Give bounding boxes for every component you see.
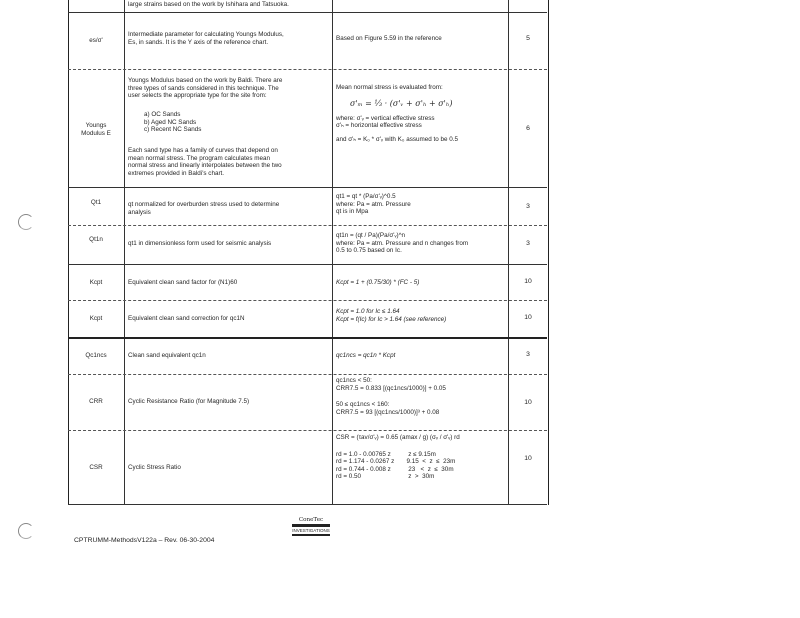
mean-stress-formula: σ'ₘ = ⅓ · (σ'ᵥ + σ'ₕ + σ'ₕ) (350, 98, 453, 108)
csr-description: Cyclic Stress Ratio (128, 464, 181, 471)
csr-equation: CSR = (τav/σ'ᵥ) = 0.65 (amax / g) (σᵥ / σ'ᵥ) rd rd = 1.0 - 0.00765 z z ≤ 9.15m rd = 1.174 - 0.0267 z 9.15 < z ≤ 23m rd = 0.744 - 0.008 z 23 < z ≤ 30m rd = 0.50 z > 30m (336, 434, 460, 481)
company-logo (290, 517, 332, 537)
ref-youngs: 6 (526, 125, 530, 132)
row-rule (68, 337, 547, 339)
qt1-equation: qt1 = qt * (Pa/σ'ᵥ)^0.5 where: Pa = atm. Pressure qt is in Mpa (336, 193, 411, 216)
row-rule (68, 300, 547, 301)
row-rule (68, 374, 547, 375)
param-crr: CRR (89, 398, 103, 405)
kcpt-description: Equivalent clean sand factor for (N1)60 (128, 279, 238, 286)
row-rule (68, 69, 547, 70)
kcpt-correction-description: Equivalent clean sand correction for qc1N (128, 315, 245, 322)
qt1n-equation: qt1n = (qt / Pa)(Pa/σ'ᵥ)^n where: Pa = atm. Pressure and n changes from 0.5 to 0.75 based on Ic. (336, 232, 469, 255)
logo-wordmark: ConeTec (298, 517, 324, 523)
row-rule (68, 504, 547, 505)
logo-subtitle: INVESTIGATIONS (292, 528, 330, 533)
kcpt-correction-equation: Kcpt = 1.0 for Ic ≤ 1.64 Kcpt = f(Ic) for Ic > 1.64 (see reference) (336, 308, 447, 323)
youngs-description-2: Each sand type has a family of curves that depend on mean normal stress. The program calculates mean normal stress and linearly interpolates between the two extremes provided in Baldi's chart. (128, 147, 282, 177)
param-csr: CSR (89, 464, 103, 471)
row-rule (68, 264, 547, 265)
ref-kcpt-correction: 10 (524, 314, 532, 321)
crr-equation: qc1ncs < 50: CRR7.5 = 0.833 [(qc1ncs/1000)] + 0.05 50 ≤ qc1ncs < 160: CRR7.5 = 93 [(qc1ncs/1000)]³ + 0.08 (336, 377, 446, 416)
param-youngs-modulus: Youngs Modulus E (81, 122, 111, 137)
logo-bar (292, 534, 330, 536)
param-qt1: Qt1 (90, 199, 102, 206)
qt1-description: qt normalized for overburden stress used to determine analysis (128, 201, 280, 216)
top-fragment-description: large strains based on the work by Ishihara and Tatsuoka. (128, 1, 289, 8)
es-sigma-equation: Based on Figure 5.59 in the reference (336, 35, 442, 42)
document-footer: CPTRUMM-MethodsV122a – Rev. 06-30-2004 (74, 537, 215, 544)
row-rule (68, 187, 547, 188)
logo-bar (292, 524, 330, 527)
ref-qc1ncs: 3 (526, 351, 530, 358)
ref-crr: 10 (524, 399, 532, 406)
row-rule (68, 225, 547, 226)
ref-csr: 10 (524, 455, 532, 462)
param-kcpt: Kcpt (89, 279, 103, 286)
ref-es-sigma: 5 (526, 35, 530, 42)
binder-hole-icon (18, 523, 34, 539)
qc1ncs-equation: qc1ncs = qc1n * Kcpt (336, 352, 396, 359)
ref-qt1: 3 (526, 203, 530, 210)
kcpt-equation: Kcpt = 1 + (0.75/30) * (FC - 5) (336, 279, 420, 286)
qc1ncs-description: Clean sand equivalent qc1n (128, 352, 206, 359)
ref-kcpt: 10 (524, 278, 532, 285)
param-qc1ncs: Qc1ncs (85, 352, 107, 359)
param-kcpt-correction: Kcpt (89, 315, 103, 322)
qt1n-description: qt1 in dimensionless form used for seismic analysis (128, 240, 272, 247)
row-rule (68, 12, 547, 13)
param-es-sigma: es/σ' (89, 37, 103, 44)
ref-qt1n: 3 (526, 240, 530, 247)
youngs-sand-options: a) OC Sands b) Aged NC Sands c) Recent NC Sands (144, 111, 202, 134)
param-qt1n: Qt1n (89, 236, 103, 243)
crr-description: Cyclic Resistance Ratio (for Magnitude 7.5) (128, 398, 250, 405)
youngs-equation: Mean normal stress is evaluated from: σ'ₘ = ⅓ · (σ'ᵥ + σ'ₕ + σ'ₕ) where: σ'ᵥ = vertical effective stress σ'ₕ = horizontal effective stress and σ'ₕ = K₀ * σ'ᵥ with K₀ assumed to be 0.5 (336, 84, 508, 143)
binder-hole-icon (18, 214, 34, 230)
youngs-description: Youngs Modulus based on the work by Baldi. There are three types of sands considered in this technique. The user selects the appropriate type for the site from: (128, 77, 283, 100)
row-rule (68, 430, 547, 431)
es-sigma-description: Intermediate parameter for calculating Youngs Modulus, Es, in sands. It is the Y axis of the reference chart. (128, 31, 284, 46)
